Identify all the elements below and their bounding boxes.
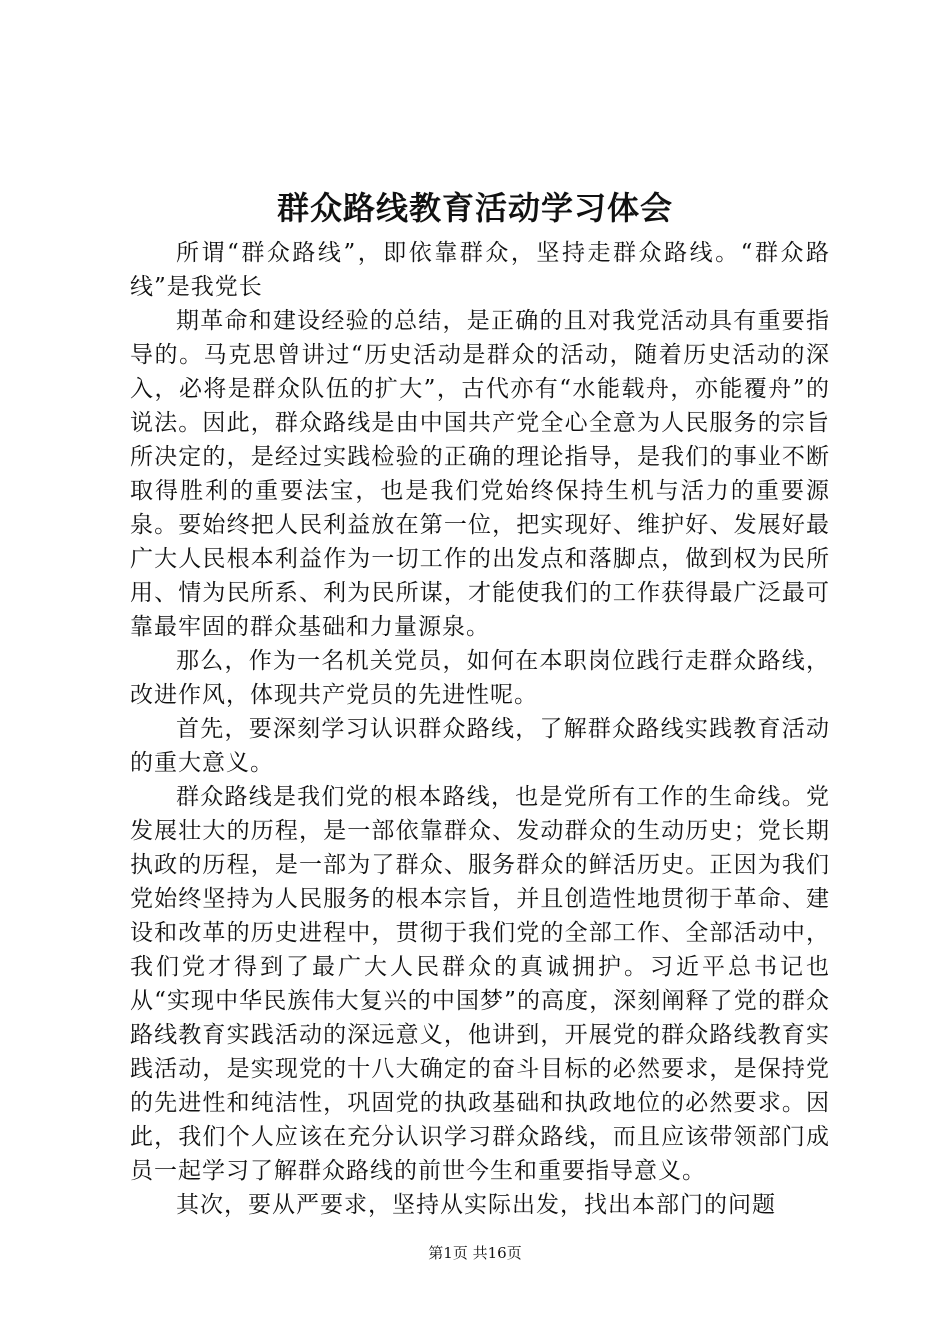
paragraph: 期革命和建设经验的总结，是正确的且对我党活动具有重要指导的。马克思曾讲过“历史活动是群众的活动，随着历史活动的深入，必将是群众队伍的扩大”，古代亦有“水能载舟，亦能覆舟”的说法。因此，群众路线是由中国共产党全心全意为人民服务的宗旨所决定的，是经过实践检验的正确的理论指导，是我们的事业不断取得胜利的重要法宝，也是我们党始终保持生机与活力的重要源泉。要始终把人民利益放在第一位，把实现好、维护好、发展好最广大人民根本利益作为一切工作的出发点和落脚点，做到权为民所用、情为民所系、利为民所谋，才能使我们的工作获得最广泛最可靠最牢固的群众基础和力量源泉。 — [130, 308, 830, 640]
document-title: 群众路线教育活动学习体会 — [276, 189, 673, 227]
document-body — [130, 236, 830, 1222]
paragraph: 那么，作为一名机关党员，如何在本职岗位践行走群众路线，改进作风，体现共产党员的先进性呢。 — [130, 648, 830, 708]
paragraph: 首先，要深刻学习认识群众路线，了解群众路线实践教育活动的重大意义。 — [130, 716, 830, 776]
paragraph: 群众路线是我们党的根本路线，也是党所有工作的生命线。党发展壮大的历程，是一部依靠群众、发动群众的生动历史；党长期执政的历程，是一部为了群众、服务群众的鲜活历史。正因为我们党始终坚持为人民服务的根本宗旨，并且创造性地贯彻于革命、建设和改革的历史进程中，贯彻于我们党的全部工作、全部活动中，我们党才得到了最广大人民群众的真诚拥护。习近平总书记也从“实现中华民族伟大复兴的中国梦”的高度，深刻阐释了党的群众路线教育实践活动的深远意义，他讲到，开展党的群众路线教育实践活动，是实现党的十八大确定的奋斗目标的必然要求，是保持党的先进性和纯洁性，巩固党的执政基础和执政地位的必然要求。因此，我们个人应该在充分认识学习群众路线，而且应该带领部门成员一起学习了解群众路线的前世今生和重要指导意义。 — [130, 784, 830, 1184]
page-number-footer: 第1页 共16页 — [428, 1244, 522, 1262]
paragraph: 其次，要从严要求，坚持从实际出发，找出本部门的问题 — [176, 1192, 776, 1218]
paragraph: 所谓“群众路线”，即依靠群众，坚持走群众路线。“群众路线”是我党长 — [130, 240, 830, 300]
